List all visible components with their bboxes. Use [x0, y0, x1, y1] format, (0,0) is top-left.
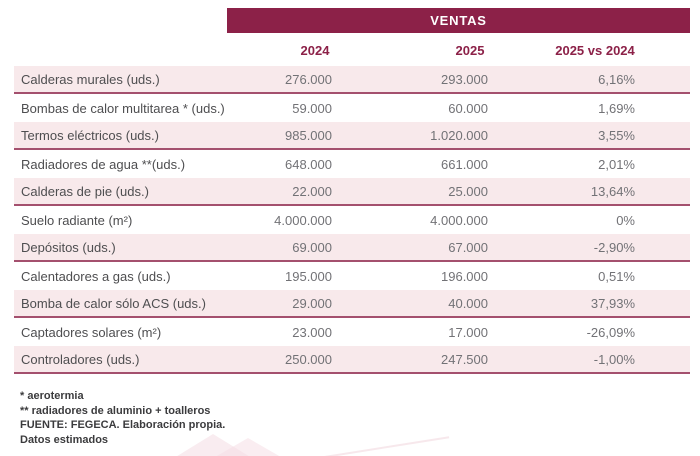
table-row — [14, 318, 690, 346]
value-2024: 648.000 — [285, 156, 332, 172]
row-label: Calderas de pie (uds.) — [21, 183, 149, 199]
value-2024: 23.000 — [292, 324, 332, 340]
row-label: Radiadores de agua **(uds.) — [21, 156, 186, 172]
table-row — [14, 290, 690, 318]
value-2024: 29.000 — [292, 295, 332, 311]
value-delta: 2,01% — [598, 156, 635, 172]
column-header-row — [14, 36, 690, 64]
footnote-datos-estimados: Datos estimados — [20, 433, 109, 446]
table-row — [14, 206, 690, 234]
table-row — [14, 178, 690, 206]
value-2025: 196.000 — [441, 268, 488, 284]
value-2024: 4.000.000 — [274, 212, 332, 228]
value-delta: 13,64% — [590, 183, 635, 199]
decorative-triangle-watermark — [196, 438, 300, 456]
data-table — [14, 66, 690, 374]
value-2024: 250.000 — [285, 351, 332, 367]
row-label: Calentadores a gas (uds.) — [21, 268, 171, 284]
row-label: Termos eléctricos (uds.) — [21, 127, 159, 143]
row-label: Controladores (uds.) — [21, 351, 140, 367]
value-2024: 985.000 — [285, 127, 332, 143]
column-header-2024: 2024 — [300, 42, 330, 58]
row-label: Calderas murales (uds.) — [21, 71, 160, 87]
table-row — [14, 262, 690, 290]
table-row — [14, 66, 690, 94]
value-delta: -2,90% — [593, 239, 635, 255]
value-delta: 1,69% — [598, 100, 635, 116]
column-header-2025-vs-2024: 2025 vs 2024 — [555, 42, 635, 58]
value-delta: -26,09% — [586, 324, 635, 340]
footnote-fuente: FUENTE: FEGECA. Elaboración propia. — [20, 419, 226, 432]
table-row — [14, 150, 690, 178]
row-label: Suelo radiante (m²) — [21, 212, 133, 228]
value-2025: 17.000 — [448, 324, 488, 340]
value-delta: 0,51% — [598, 268, 635, 284]
value-2024: 22.000 — [292, 183, 332, 199]
value-2025: 25.000 — [448, 183, 488, 199]
table-row — [14, 346, 690, 374]
value-2024: 69.000 — [292, 239, 332, 255]
row-label: Bombas de calor multitarea * (uds.) — [21, 100, 225, 116]
row-label: Depósitos (uds.) — [21, 239, 116, 255]
value-2025: 4.000.000 — [430, 212, 488, 228]
value-2025: 40.000 — [448, 295, 488, 311]
value-delta: 3,55% — [598, 127, 635, 143]
value-delta: 0% — [616, 212, 635, 228]
value-delta: 37,93% — [590, 295, 635, 311]
value-2025: 293.000 — [441, 71, 488, 87]
table-group-header-bar — [227, 8, 690, 33]
decorative-line-watermark — [301, 436, 449, 456]
footnote-aerotermia: * aerotermia — [20, 390, 84, 402]
table-group-title: VENTAS — [430, 13, 487, 28]
value-2025: 247.500 — [441, 351, 488, 367]
value-2025: 60.000 — [448, 100, 488, 116]
row-label: Bomba de calor sólo ACS (uds.) — [21, 295, 206, 311]
table-row — [14, 122, 690, 150]
footnote-radiadores: ** radiadores de aluminio + toalleros — [20, 404, 211, 417]
value-2025: 67.000 — [448, 239, 488, 255]
value-2024: 195.000 — [285, 268, 332, 284]
value-2025: 1.020.000 — [430, 127, 488, 143]
value-2024: 59.000 — [292, 100, 332, 116]
value-delta: -1,00% — [593, 351, 635, 367]
table-row — [14, 234, 690, 262]
column-header-2025: 2025 — [455, 42, 485, 58]
table-row — [14, 94, 690, 122]
value-delta: 6,16% — [598, 71, 635, 87]
row-label: Captadores solares (m²) — [21, 324, 162, 340]
value-2025: 661.000 — [441, 156, 488, 172]
value-2024: 276.000 — [285, 71, 332, 87]
